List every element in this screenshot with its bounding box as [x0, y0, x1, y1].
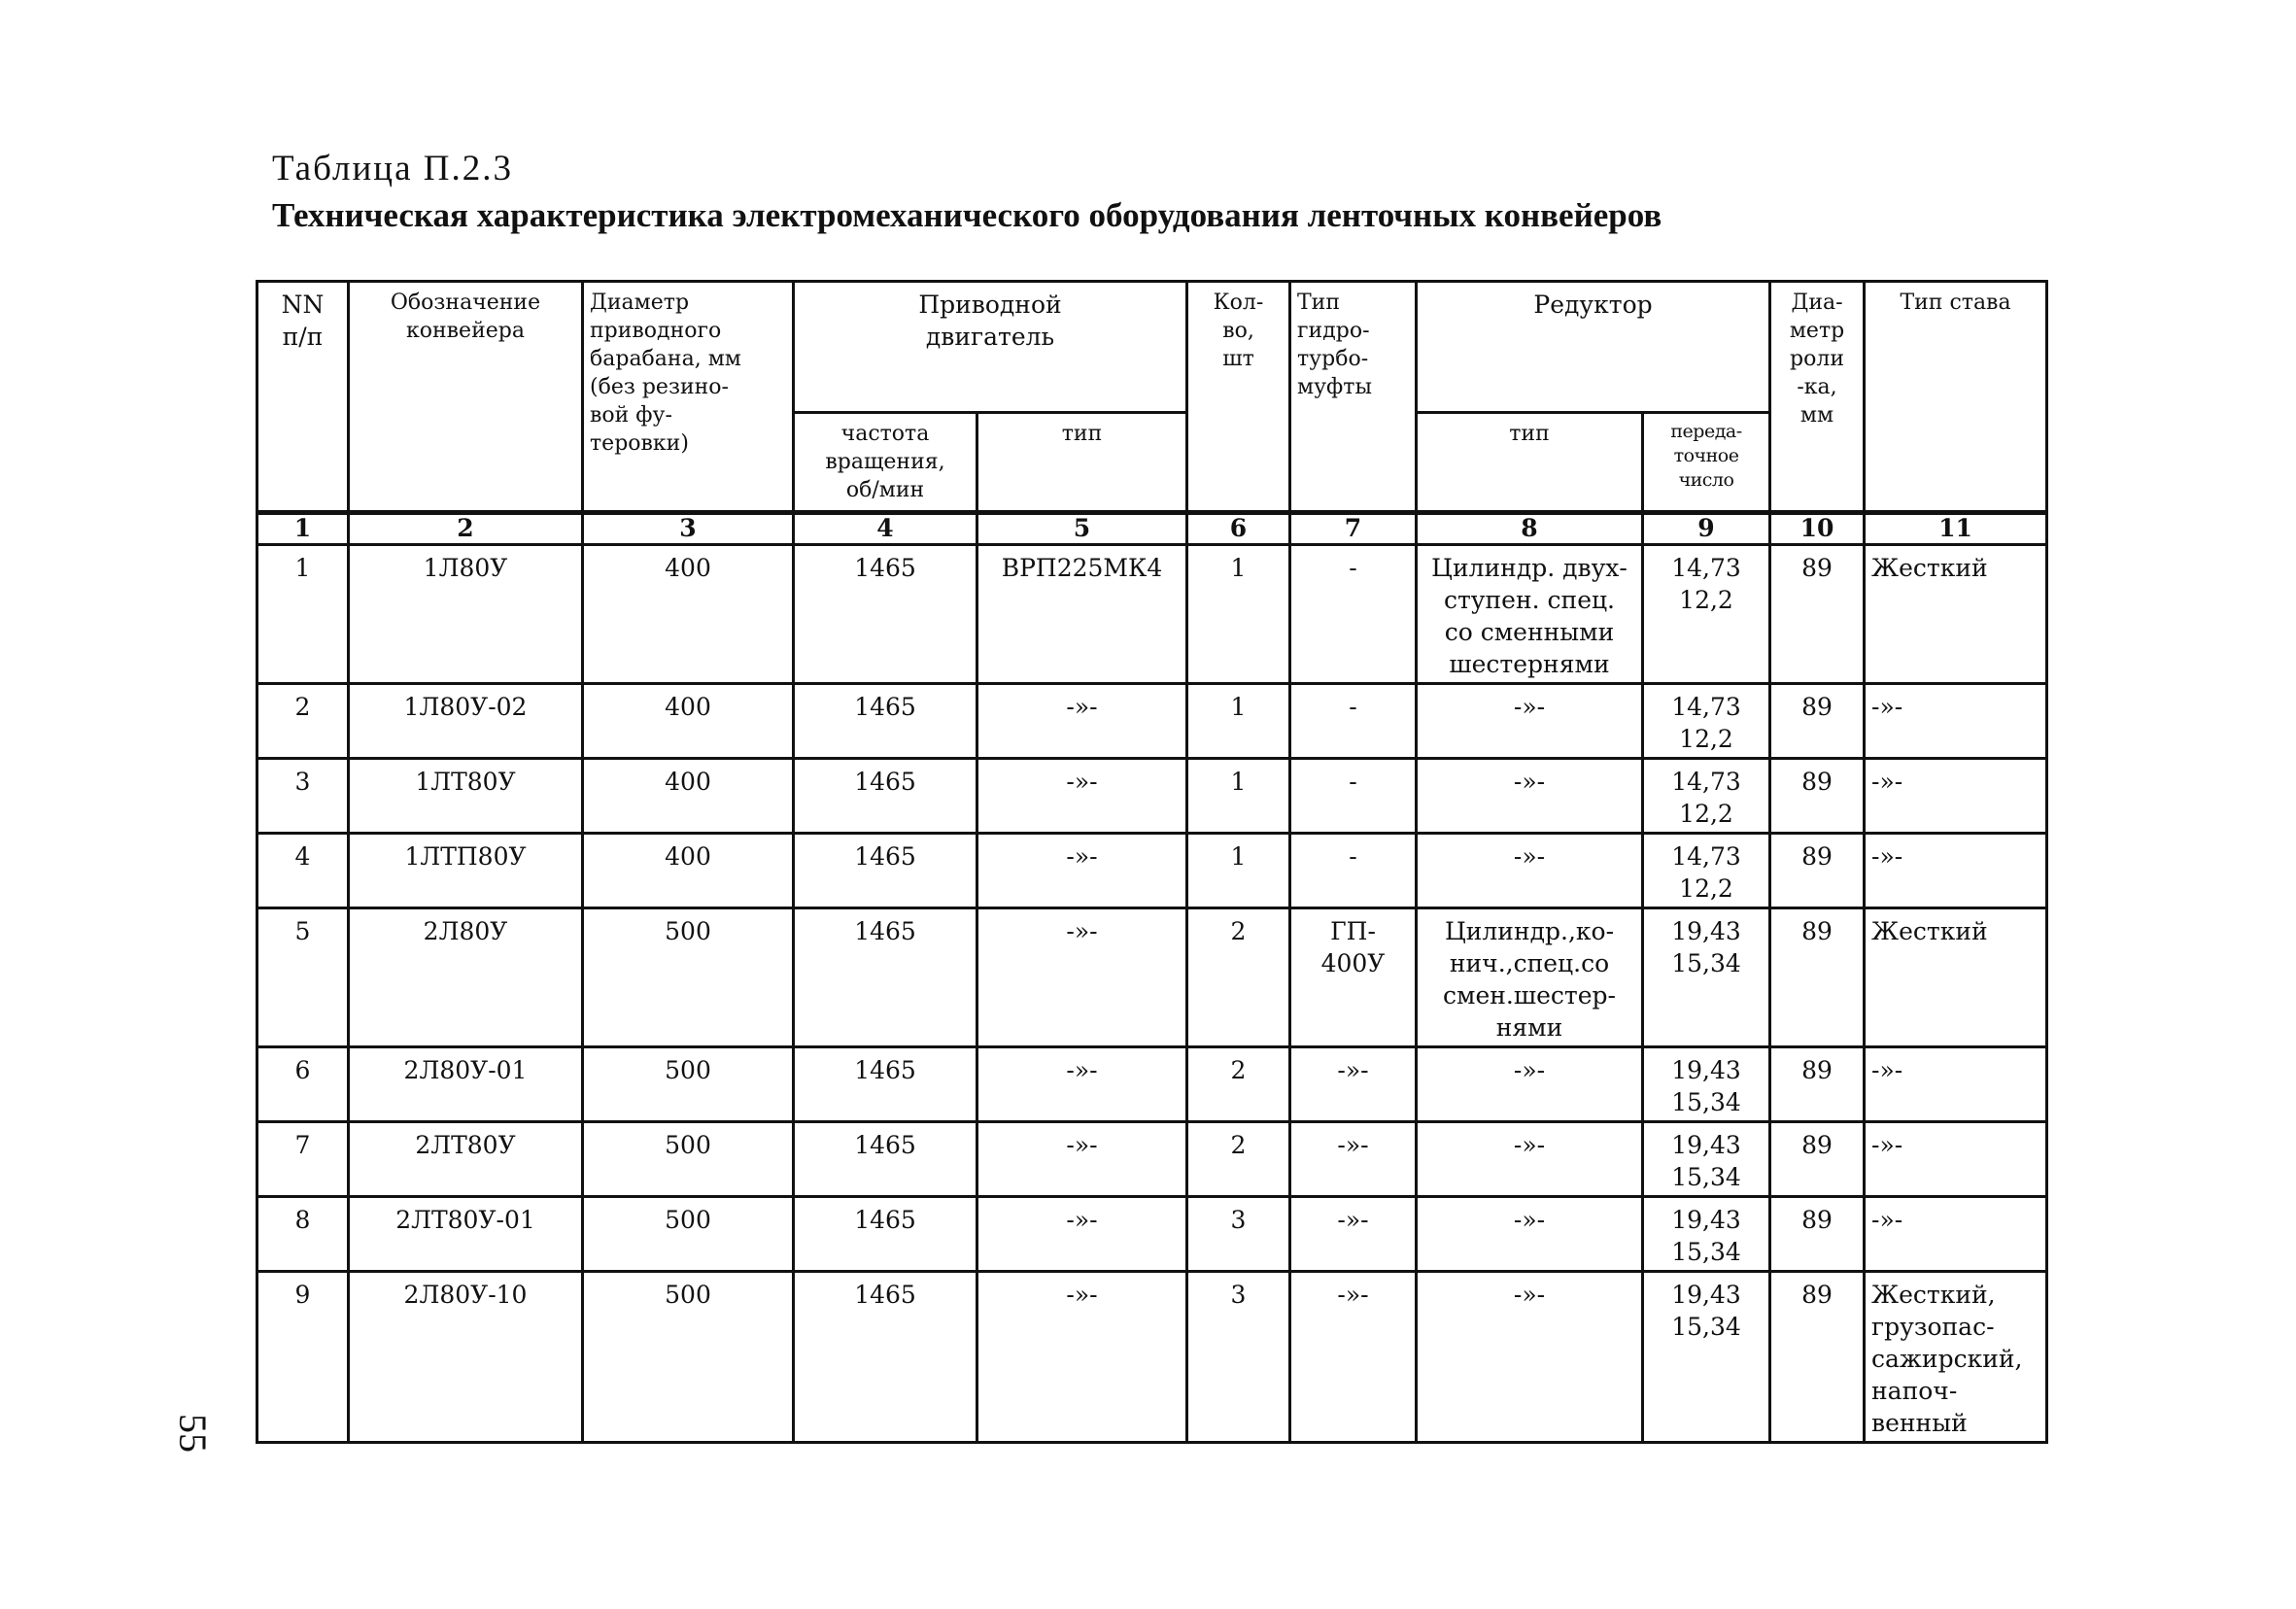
- header-gear-ratio: переда- точное число: [1643, 413, 1770, 513]
- cell-gear-ratio: 19,43 15,34: [1643, 1271, 1770, 1442]
- column-number-cell: 7: [1290, 513, 1417, 545]
- cell-roller-diameter: 89: [1770, 758, 1865, 833]
- header-quantity: Кол- во, шт: [1187, 282, 1290, 513]
- cell-drum-diameter: 400: [583, 833, 794, 907]
- cell-frame-type: -»-: [1865, 1046, 2047, 1121]
- table-caption: Таблица П.2.3: [272, 149, 513, 188]
- cell-designation: 1ЛТ80У: [349, 758, 583, 833]
- column-numbers-row: [257, 513, 2047, 545]
- header-reducer: Редуктор: [1417, 282, 1770, 413]
- table-row: [257, 1271, 2047, 1442]
- column-number-cell: 6: [1187, 513, 1290, 545]
- column-number-cell: 9: [1643, 513, 1770, 545]
- cell-reducer-type: Цилиндр. двух- ступен. спец. со сменными шестернями: [1417, 544, 1643, 683]
- table-row: [257, 1046, 2047, 1121]
- cell-frame-type: Жесткий: [1865, 544, 2047, 683]
- cell-motor-type: -»-: [977, 683, 1187, 758]
- cell-frame-type: Жесткий: [1865, 907, 2047, 1046]
- cell-gear-ratio: 19,43 15,34: [1643, 907, 1770, 1046]
- table-row: [257, 758, 2047, 833]
- table-body: [257, 544, 2047, 1442]
- cell-gear-ratio: 19,43 15,34: [1643, 1121, 1770, 1196]
- cell-motor-type: ВРП225МК4: [977, 544, 1187, 683]
- cell-nn: 1: [257, 544, 349, 683]
- cell-frame-type: -»-: [1865, 683, 2047, 758]
- cell-roller-diameter: 89: [1770, 1196, 1865, 1271]
- cell-coupling-type: -: [1290, 833, 1417, 907]
- cell-motor-speed: 1465: [794, 1196, 977, 1271]
- cell-motor-type: -»-: [977, 907, 1187, 1046]
- cell-designation: 2ЛТ80У-01: [349, 1196, 583, 1271]
- cell-quantity: 1: [1187, 683, 1290, 758]
- cell-coupling-type: -»-: [1290, 1046, 1417, 1121]
- cell-quantity: 2: [1187, 1121, 1290, 1196]
- cell-frame-type: -»-: [1865, 758, 2047, 833]
- table-row: [257, 1196, 2047, 1271]
- column-number-cell: 8: [1417, 513, 1643, 545]
- cell-nn: 8: [257, 1196, 349, 1271]
- cell-designation: 1Л80У: [349, 544, 583, 683]
- table-row: [257, 544, 2047, 683]
- cell-motor-speed: 1465: [794, 1271, 977, 1442]
- cell-nn: 3: [257, 758, 349, 833]
- cell-nn: 5: [257, 907, 349, 1046]
- column-number-cell: 2: [349, 513, 583, 545]
- cell-roller-diameter: 89: [1770, 833, 1865, 907]
- table-row: [257, 833, 2047, 907]
- header-motor-type: тип: [977, 413, 1187, 513]
- cell-designation: 2Л80У-10: [349, 1271, 583, 1442]
- cell-quantity: 2: [1187, 907, 1290, 1046]
- cell-drum-diameter: 500: [583, 1046, 794, 1121]
- cell-nn: 9: [257, 1271, 349, 1442]
- cell-coupling-type: -»-: [1290, 1121, 1417, 1196]
- cell-reducer-type: -»-: [1417, 1271, 1643, 1442]
- table-row: [257, 683, 2047, 758]
- cell-quantity: 1: [1187, 758, 1290, 833]
- cell-coupling-type: -: [1290, 758, 1417, 833]
- cell-designation: 1Л80У-02: [349, 683, 583, 758]
- cell-drum-diameter: 500: [583, 907, 794, 1046]
- header-coupling-type: Тип гидро- турбо- муфты: [1290, 282, 1417, 513]
- cell-nn: 2: [257, 683, 349, 758]
- cell-gear-ratio: 14,73 12,2: [1643, 833, 1770, 907]
- cell-motor-type: -»-: [977, 1121, 1187, 1196]
- cell-designation: 1ЛТП80У: [349, 833, 583, 907]
- cell-motor-type: -»-: [977, 833, 1187, 907]
- cell-nn: 7: [257, 1121, 349, 1196]
- cell-roller-diameter: 89: [1770, 1271, 1865, 1442]
- column-number-cell: 5: [977, 513, 1187, 545]
- cell-motor-speed: 1465: [794, 833, 977, 907]
- column-number-cell: 1: [257, 513, 349, 545]
- cell-quantity: 3: [1187, 1271, 1290, 1442]
- cell-nn: 6: [257, 1046, 349, 1121]
- cell-motor-type: -»-: [977, 758, 1187, 833]
- cell-gear-ratio: 14,73 12,2: [1643, 544, 1770, 683]
- cell-drum-diameter: 400: [583, 544, 794, 683]
- cell-drum-diameter: 400: [583, 683, 794, 758]
- cell-frame-type: -»-: [1865, 1121, 2047, 1196]
- cell-drum-diameter: 500: [583, 1121, 794, 1196]
- cell-drum-diameter: 400: [583, 758, 794, 833]
- header-drive-motor: Приводной двигатель: [794, 282, 1187, 413]
- cell-coupling-type: -»-: [1290, 1271, 1417, 1442]
- cell-motor-type: -»-: [977, 1196, 1187, 1271]
- cell-frame-type: Жесткий, грузопас- сажирский, напоч- венный: [1865, 1271, 2047, 1442]
- cell-roller-diameter: 89: [1770, 683, 1865, 758]
- cell-motor-speed: 1465: [794, 1121, 977, 1196]
- cell-gear-ratio: 19,43 15,34: [1643, 1046, 1770, 1121]
- column-number-cell: 3: [583, 513, 794, 545]
- cell-gear-ratio: 19,43 15,34: [1643, 1196, 1770, 1271]
- cell-nn: 4: [257, 833, 349, 907]
- header-frame-type: Тип става: [1865, 282, 2047, 513]
- page-number: 55: [171, 1414, 215, 1453]
- cell-quantity: 1: [1187, 833, 1290, 907]
- column-number-cell: 11: [1865, 513, 2047, 545]
- cell-reducer-type: Цилиндр.,ко- нич.,спец.со смен.шестер- нями: [1417, 907, 1643, 1046]
- header-reducer-type: тип: [1417, 413, 1643, 513]
- cell-reducer-type: -»-: [1417, 1046, 1643, 1121]
- cell-reducer-type: -»-: [1417, 758, 1643, 833]
- cell-designation: 2ЛТ80У: [349, 1121, 583, 1196]
- cell-quantity: 3: [1187, 1196, 1290, 1271]
- cell-motor-speed: 1465: [794, 544, 977, 683]
- table-row: [257, 907, 2047, 1046]
- header-drum-diameter: Диаметр приводного барабана, мм (без резино- вой фу- теровки): [583, 282, 794, 513]
- header-roller-diameter: Диа- метр роли -ка, мм: [1770, 282, 1865, 513]
- table-row: [257, 1121, 2047, 1196]
- cell-motor-speed: 1465: [794, 1046, 977, 1121]
- cell-reducer-type: -»-: [1417, 833, 1643, 907]
- cell-gear-ratio: 14,73 12,2: [1643, 683, 1770, 758]
- specification-table: [256, 280, 2048, 1444]
- cell-motor-speed: 1465: [794, 758, 977, 833]
- cell-motor-speed: 1465: [794, 907, 977, 1046]
- cell-quantity: 2: [1187, 1046, 1290, 1121]
- cell-reducer-type: -»-: [1417, 683, 1643, 758]
- cell-drum-diameter: 500: [583, 1196, 794, 1271]
- cell-roller-diameter: 89: [1770, 544, 1865, 683]
- cell-coupling-type: ГП- 400У: [1290, 907, 1417, 1046]
- cell-reducer-type: -»-: [1417, 1196, 1643, 1271]
- cell-quantity: 1: [1187, 544, 1290, 683]
- cell-reducer-type: -»-: [1417, 1121, 1643, 1196]
- cell-coupling-type: -: [1290, 683, 1417, 758]
- table-title: Техническая характеристика электромеханического оборудования ленточных конвейеров: [272, 196, 1662, 234]
- cell-frame-type: -»-: [1865, 1196, 2047, 1271]
- cell-designation: 2Л80У: [349, 907, 583, 1046]
- column-number-cell: 10: [1770, 513, 1865, 545]
- cell-motor-type: -»-: [977, 1046, 1187, 1121]
- cell-gear-ratio: 14,73 12,2: [1643, 758, 1770, 833]
- header-designation: Обозначение конвейера: [349, 282, 583, 513]
- cell-drum-diameter: 500: [583, 1271, 794, 1442]
- cell-roller-diameter: 89: [1770, 907, 1865, 1046]
- header-motor-speed: частота вращения, об/мин: [794, 413, 977, 513]
- header-nn: NN п/п: [257, 282, 349, 513]
- cell-roller-diameter: 89: [1770, 1046, 1865, 1121]
- cell-roller-diameter: 89: [1770, 1121, 1865, 1196]
- cell-motor-speed: 1465: [794, 683, 977, 758]
- cell-coupling-type: -: [1290, 544, 1417, 683]
- cell-frame-type: -»-: [1865, 833, 2047, 907]
- cell-coupling-type: -»-: [1290, 1196, 1417, 1271]
- column-number-cell: 4: [794, 513, 977, 545]
- cell-motor-type: -»-: [977, 1271, 1187, 1442]
- cell-designation: 2Л80У-01: [349, 1046, 583, 1121]
